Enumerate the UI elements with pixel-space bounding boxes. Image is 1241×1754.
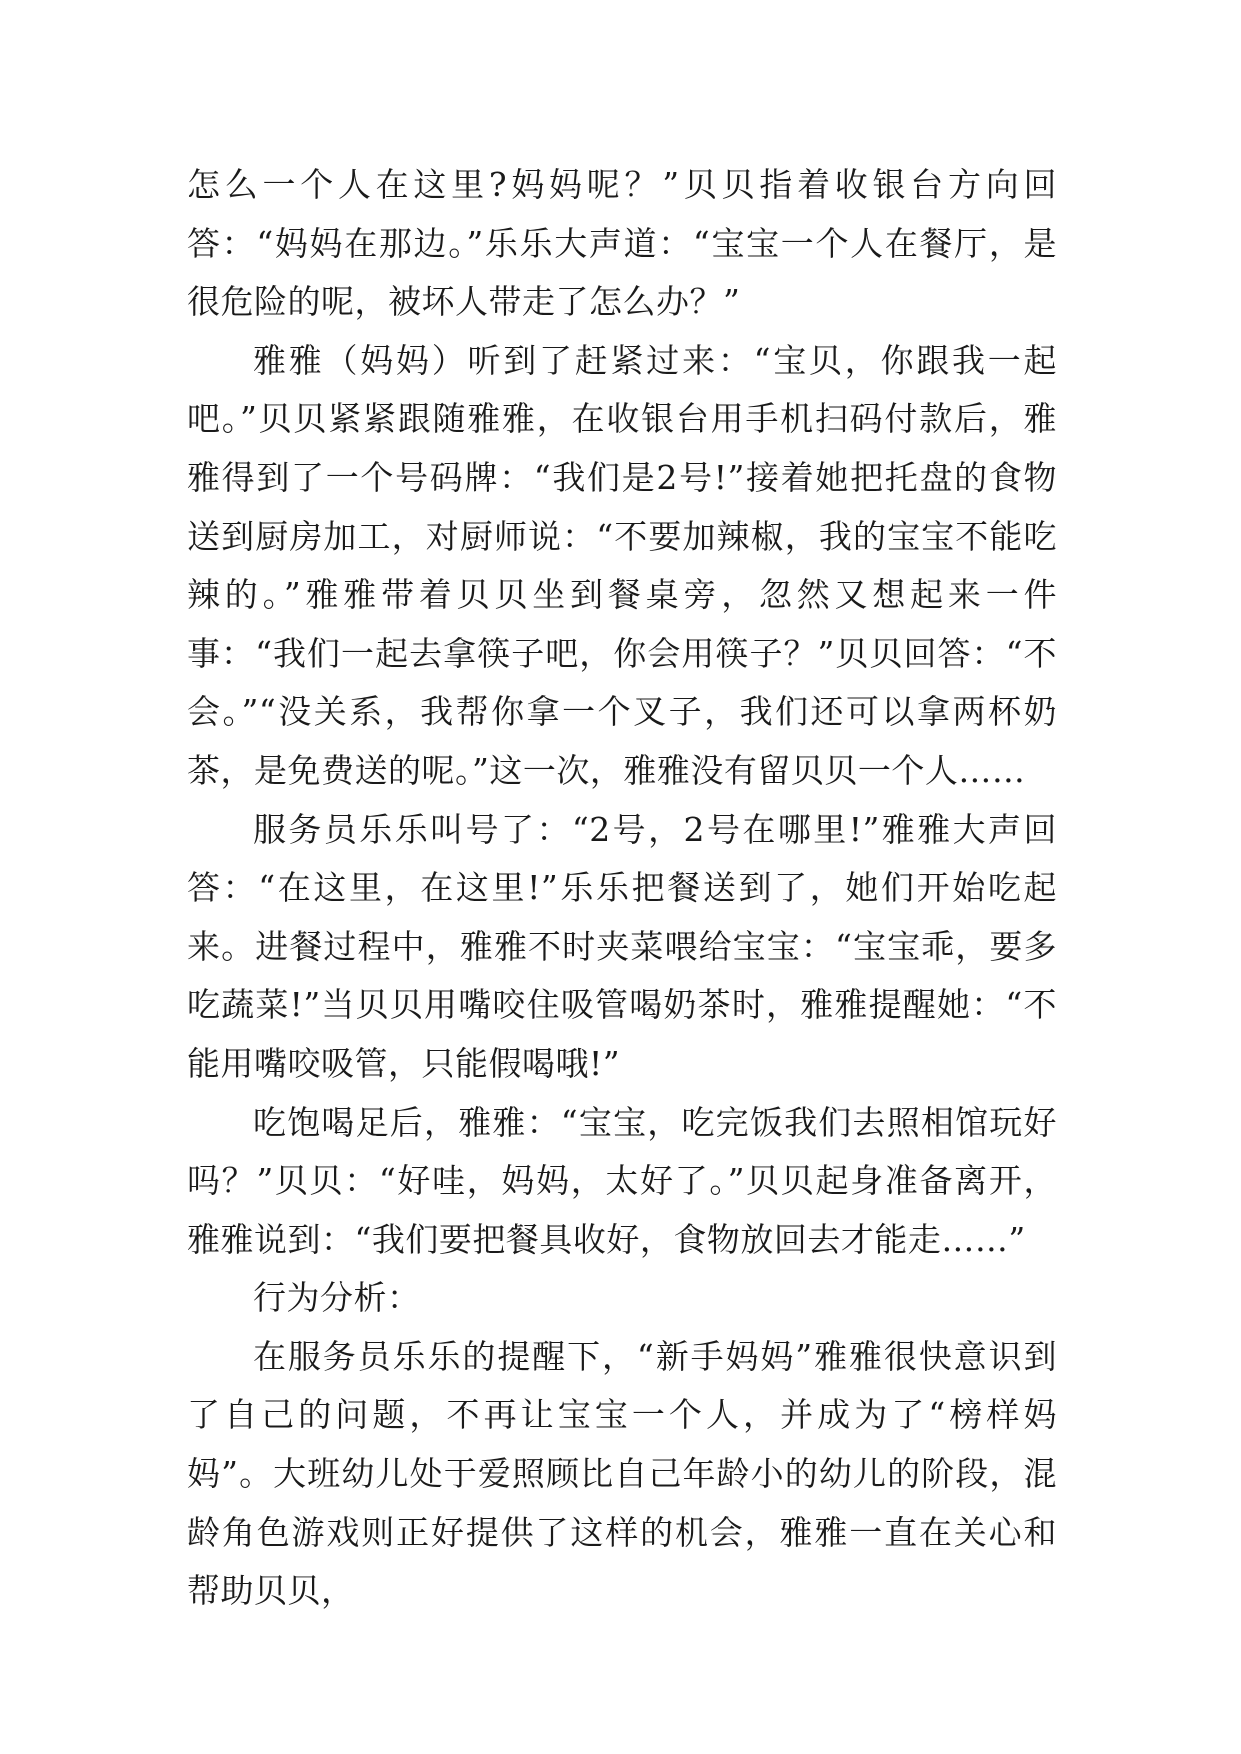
paragraph-2: 雅雅（妈妈）听到了赶紧过来：“宝贝，你跟我一起吧。”贝贝紧紧跟随雅雅，在收银台用手机扫码付款后，雅雅得到了一个号码牌：“我们是2号!”接着她把托盘的食物送到厨房加工，对厨师说：“不要加辣椒，我的宝宝不能吃辣的。”雅雅带着贝贝坐到餐桌旁，忽然又想起来一件事：“我们一起去拿筷子吧，你会用筷子？”贝贝回答：“不会。”“没关系，我帮你拿一个叉子，我们还可以拿两杯奶茶，是免费送的呢。”这一次，雅雅没有留贝贝一个人……: [187, 340, 1057, 790]
paragraph-3: 服务员乐乐叫号了：“2号，2号在哪里!”雅雅大声回答：“在这里，在这里!”乐乐把餐送到了，她们开始吃起来。进餐过程中，雅雅不时夹菜喂给宝宝：“宝宝乖，要多吃蔬菜!”当贝贝用嘴咬住吸管喝奶茶时，雅雅提醒她：“不能用嘴咬吸管，只能假喝哦!”: [187, 809, 1057, 1083]
paragraph-6: 在服务员乐乐的提醒下，“新手妈妈”雅雅很快意识到了自己的问题，不再让宝宝一个人，并成为了“榜样妈妈”。大班幼儿处于爱照顾比自己年龄小的幼儿的阶段，混龄角色游戏则正好提供了这样的机会，雅雅一直在关心和帮助贝贝，: [187, 1336, 1057, 1611]
paragraph-1: 怎么一个人在这里?妈妈呢？”贝贝指着收银台方向回答：“妈妈在那边。”乐乐大声道：“宝宝一个人在餐厅，是很危险的呢，被坏人带走了怎么办？”: [187, 165, 1057, 322]
paragraph-4: 吃饱喝足后，雅雅：“宝宝，吃完饭我们去照相馆玩好吗？”贝贝：“好哇，妈妈，太好了。”贝贝起身准备离开，雅雅说到：“我们要把餐具收好，食物放回去才能走……”: [187, 1102, 1057, 1259]
section-heading-behavior-analysis: 行为分析：: [253, 1278, 421, 1318]
body-text: [187, 156, 1057, 1621]
